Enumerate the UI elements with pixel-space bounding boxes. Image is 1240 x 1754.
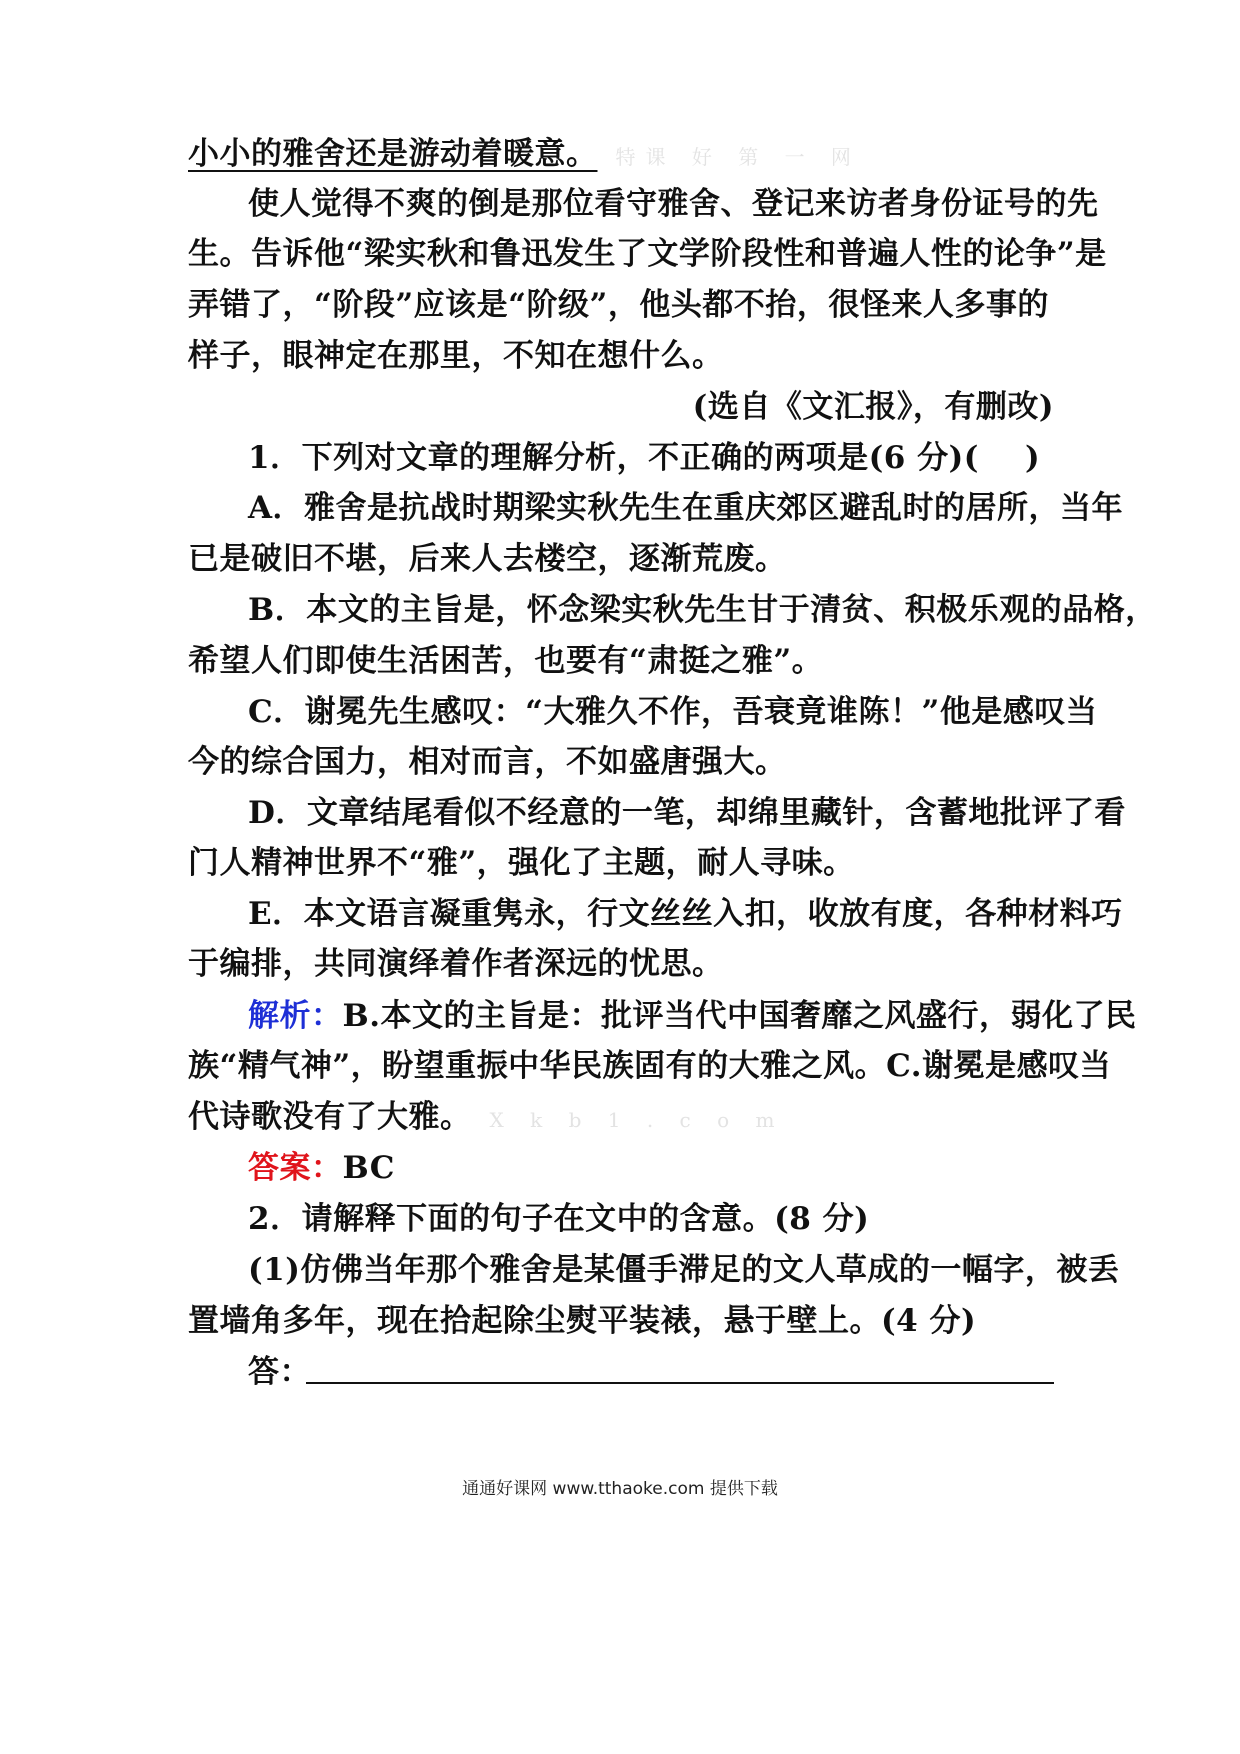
option-c-line: 今的综合国力，相对而言，不如盛唐强大。 — [188, 744, 787, 780]
option-d-line: D．文章结尾看似不经意的一笔，却绵里藏针，含蓄地批评了看 — [248, 795, 1126, 831]
analysis-last-line — [188, 1097, 1054, 1140]
option-b-line: 希望人们即使生活困苦，也要有“肃挺之雅”。 — [188, 643, 824, 679]
page-footer: 通通好课网 www.tthaoke.com 提供下载 — [462, 1479, 778, 1499]
answer-line-q1 — [248, 1148, 1054, 1188]
underlined-sentence: 小小的雅舍还是游动着暖意。 — [188, 136, 598, 172]
option-b-line: B．本文的主旨是，怀念梁实秋先生甘于清贫、积极乐观的品格， — [248, 592, 1157, 628]
analysis-text: 代诗歌没有了大雅。 — [188, 1099, 472, 1135]
analysis-text: B.本文的主旨是：批评当代中国奢靡之风盛行，弱化了民 — [342, 998, 1137, 1034]
passage-line: 生。告诉他“梁实秋和鲁迅发生了文学阶段性和普遍人性的论争”是 — [188, 236, 1107, 272]
question-2-sub-1: 置墙角多年，现在拾起除尘熨平装裱，悬于壁上。(4 分) — [188, 1303, 977, 1339]
option-e-line: 于编排，共同演绎着作者深远的忧思。 — [188, 946, 724, 982]
watermark-text: X k b 1 . c o m — [489, 1108, 785, 1132]
option-d-line: 门人精神世界不“雅”，强化了主题，耐人寻味。 — [188, 845, 855, 881]
passage-line: 使人觉得不爽的倒是那位看守雅舍、登记来访者身份证号的先 — [248, 186, 1099, 222]
option-a-line: 已是破旧不堪，后来人去楼空，逐渐荒废。 — [188, 541, 787, 577]
option-e-line: E．本文语言凝重隽永，行文丝丝入扣，收放有度，各种材料巧 — [248, 896, 1123, 932]
question-2-sub-1: (1)仿佛当年那个雅舍是某僵手滞足的文人草成的一幅字，被丢 — [248, 1252, 1120, 1288]
option-a-line: A．雅舍是抗战时期梁实秋先生在重庆郊区避乱时的居所，当年 — [248, 490, 1124, 526]
passage-line: 样子，眼神定在那里，不知在想什么。 — [188, 338, 724, 374]
question-1-close: ) — [1024, 440, 1041, 476]
analysis-line: 族“精气神”，盼望重振中华民族固有的大雅之风。C.谢冕是感叹当 — [188, 1048, 1112, 1084]
question-1-text: 1．下列对文章的理解分析，不正确的两项是(6 分)( — [248, 440, 979, 476]
answer-value: BC — [342, 1150, 395, 1186]
analysis-label: 解析： — [248, 998, 343, 1034]
option-c-line: C．谢冕先生感叹：“大雅久不作，吾衰竟谁陈！”他是感叹当 — [248, 694, 1098, 730]
question-2-stem: 2．请解释下面的句子在文中的含意。(8 分) — [248, 1201, 870, 1237]
analysis-first-line — [248, 996, 1137, 1036]
passage-source: (选自《文汇报》，有删改) — [692, 389, 1054, 425]
answer-label: 答案： — [248, 1150, 343, 1186]
passage-line: 弄错了，“阶段”应该是“阶级”，他头都不抬，很怪来人多事的 — [188, 287, 1049, 323]
answer-prompt: 答： — [248, 1354, 311, 1390]
answer-write-line[interactable] — [306, 1382, 1054, 1384]
passage-first-line — [188, 134, 1054, 177]
watermark-text: 特课 好 第 一 网 — [615, 145, 861, 169]
question-1-stem — [248, 438, 1054, 478]
